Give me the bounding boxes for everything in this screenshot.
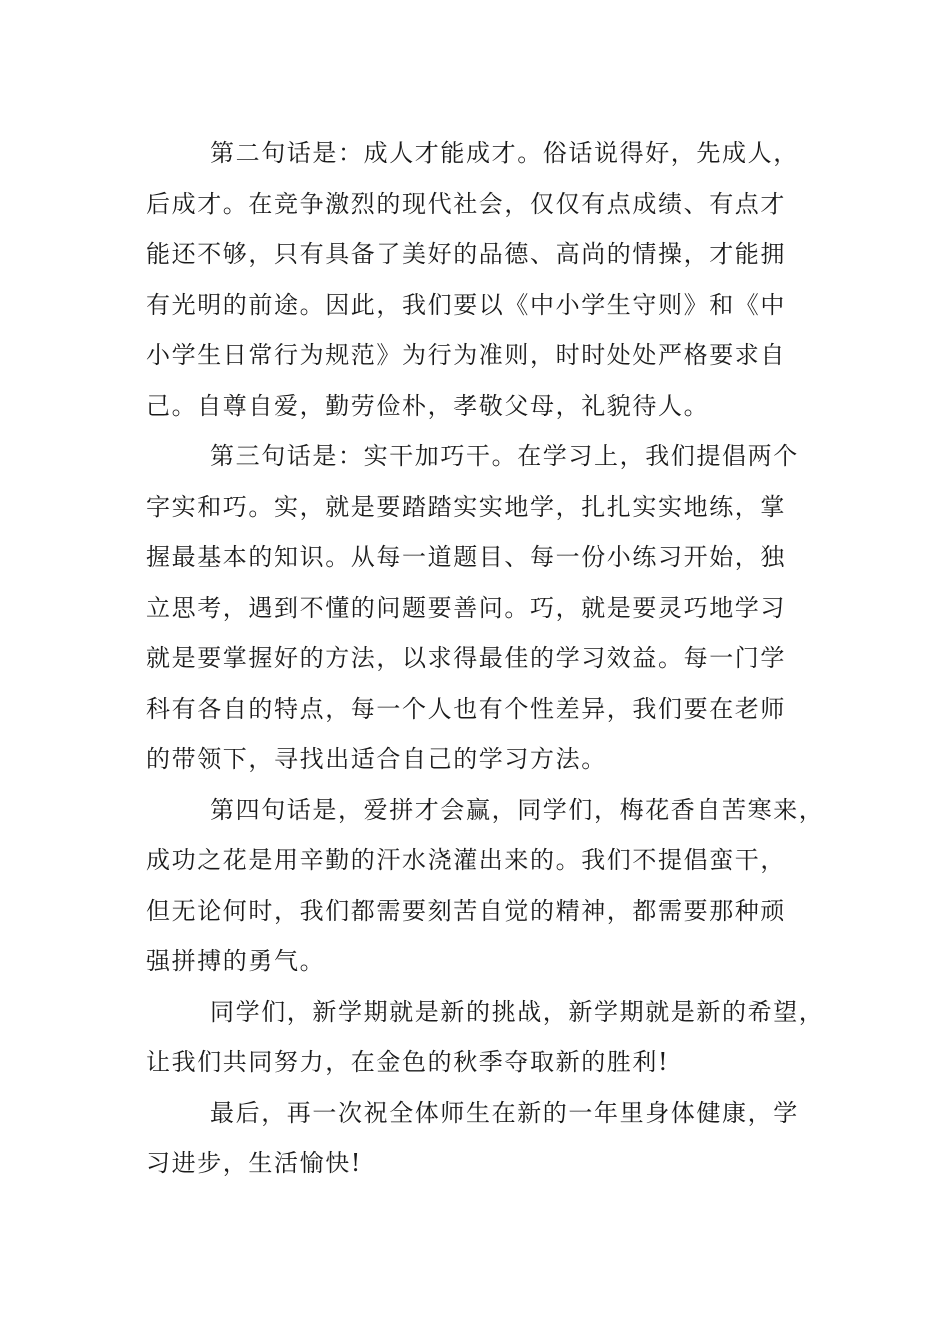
text-line: 的带领下，寻找出适合自己的学习方法。	[146, 745, 607, 773]
text-line: 第三句话是：实干加巧干。在学习上，我们提倡两个	[210, 442, 799, 470]
paragraph-new-semester	[146, 987, 825, 1088]
text-line: 第四句话是，爱拼才会赢，同学们，梅花香自苦寒来，	[210, 795, 825, 824]
text-line: 己。自尊自爱，勤劳俭朴，孝敬父母，礼貌待人。	[146, 391, 710, 420]
text-line: 就是要掌握好的方法，以求得最佳的学习效益。每一门学	[146, 644, 786, 672]
text-line: 字实和巧。实，就是要踏踏实实地学，扎扎实实地练，掌	[146, 492, 786, 521]
text-line: 成功之花是用辛勤的汗水浇灌出来的。我们不提倡蛮干，	[146, 846, 786, 874]
text-line: 握最基本的知识。从每一道题目、每一份小练习开始，独	[146, 543, 786, 571]
paragraph-become-person-first	[146, 128, 808, 431]
text-line: 小学生日常行为规范》为行为准则，时时处处严格要求自	[146, 341, 786, 369]
paragraph-strive-to-win	[146, 785, 825, 987]
text-line: 习进步，生活愉快!	[146, 1149, 363, 1177]
document-body	[146, 128, 825, 1189]
text-line: 让我们共同努力，在金色的秋季夺取新的胜利!	[146, 1048, 670, 1076]
text-line: 但无论何时，我们都需要刻苦自觉的精神，都需要那种顽	[146, 896, 786, 925]
text-line: 立思考，遇到不懂的问题要善问。巧，就是要灵巧地学习	[146, 593, 786, 622]
text-line: 最后，再一次祝全体师生在新的一年里身体健康，学	[210, 1098, 799, 1127]
text-line: 后成才。在竞争激烈的现代社会，仅仅有点成绩、有点才	[146, 189, 786, 218]
text-line: 第二句话是：成人才能成才。俗话说得好，先成人，	[210, 139, 799, 167]
paragraph-work-hard-and-smart	[146, 431, 808, 785]
text-line: 有光明的前途。因此，我们要以《中小学生守则》和《中	[146, 290, 786, 319]
paragraph-closing-wishes	[146, 1088, 808, 1189]
text-line: 同学们，新学期就是新的挑战，新学期就是新的希望，	[210, 997, 825, 1026]
text-line: 科有各自的特点，每一个人也有个性差异，我们要在老师	[146, 694, 786, 723]
text-line: 能还不够，只有具备了美好的品德、高尚的情操，才能拥	[146, 240, 786, 268]
text-line: 强拼搏的勇气。	[146, 947, 326, 975]
